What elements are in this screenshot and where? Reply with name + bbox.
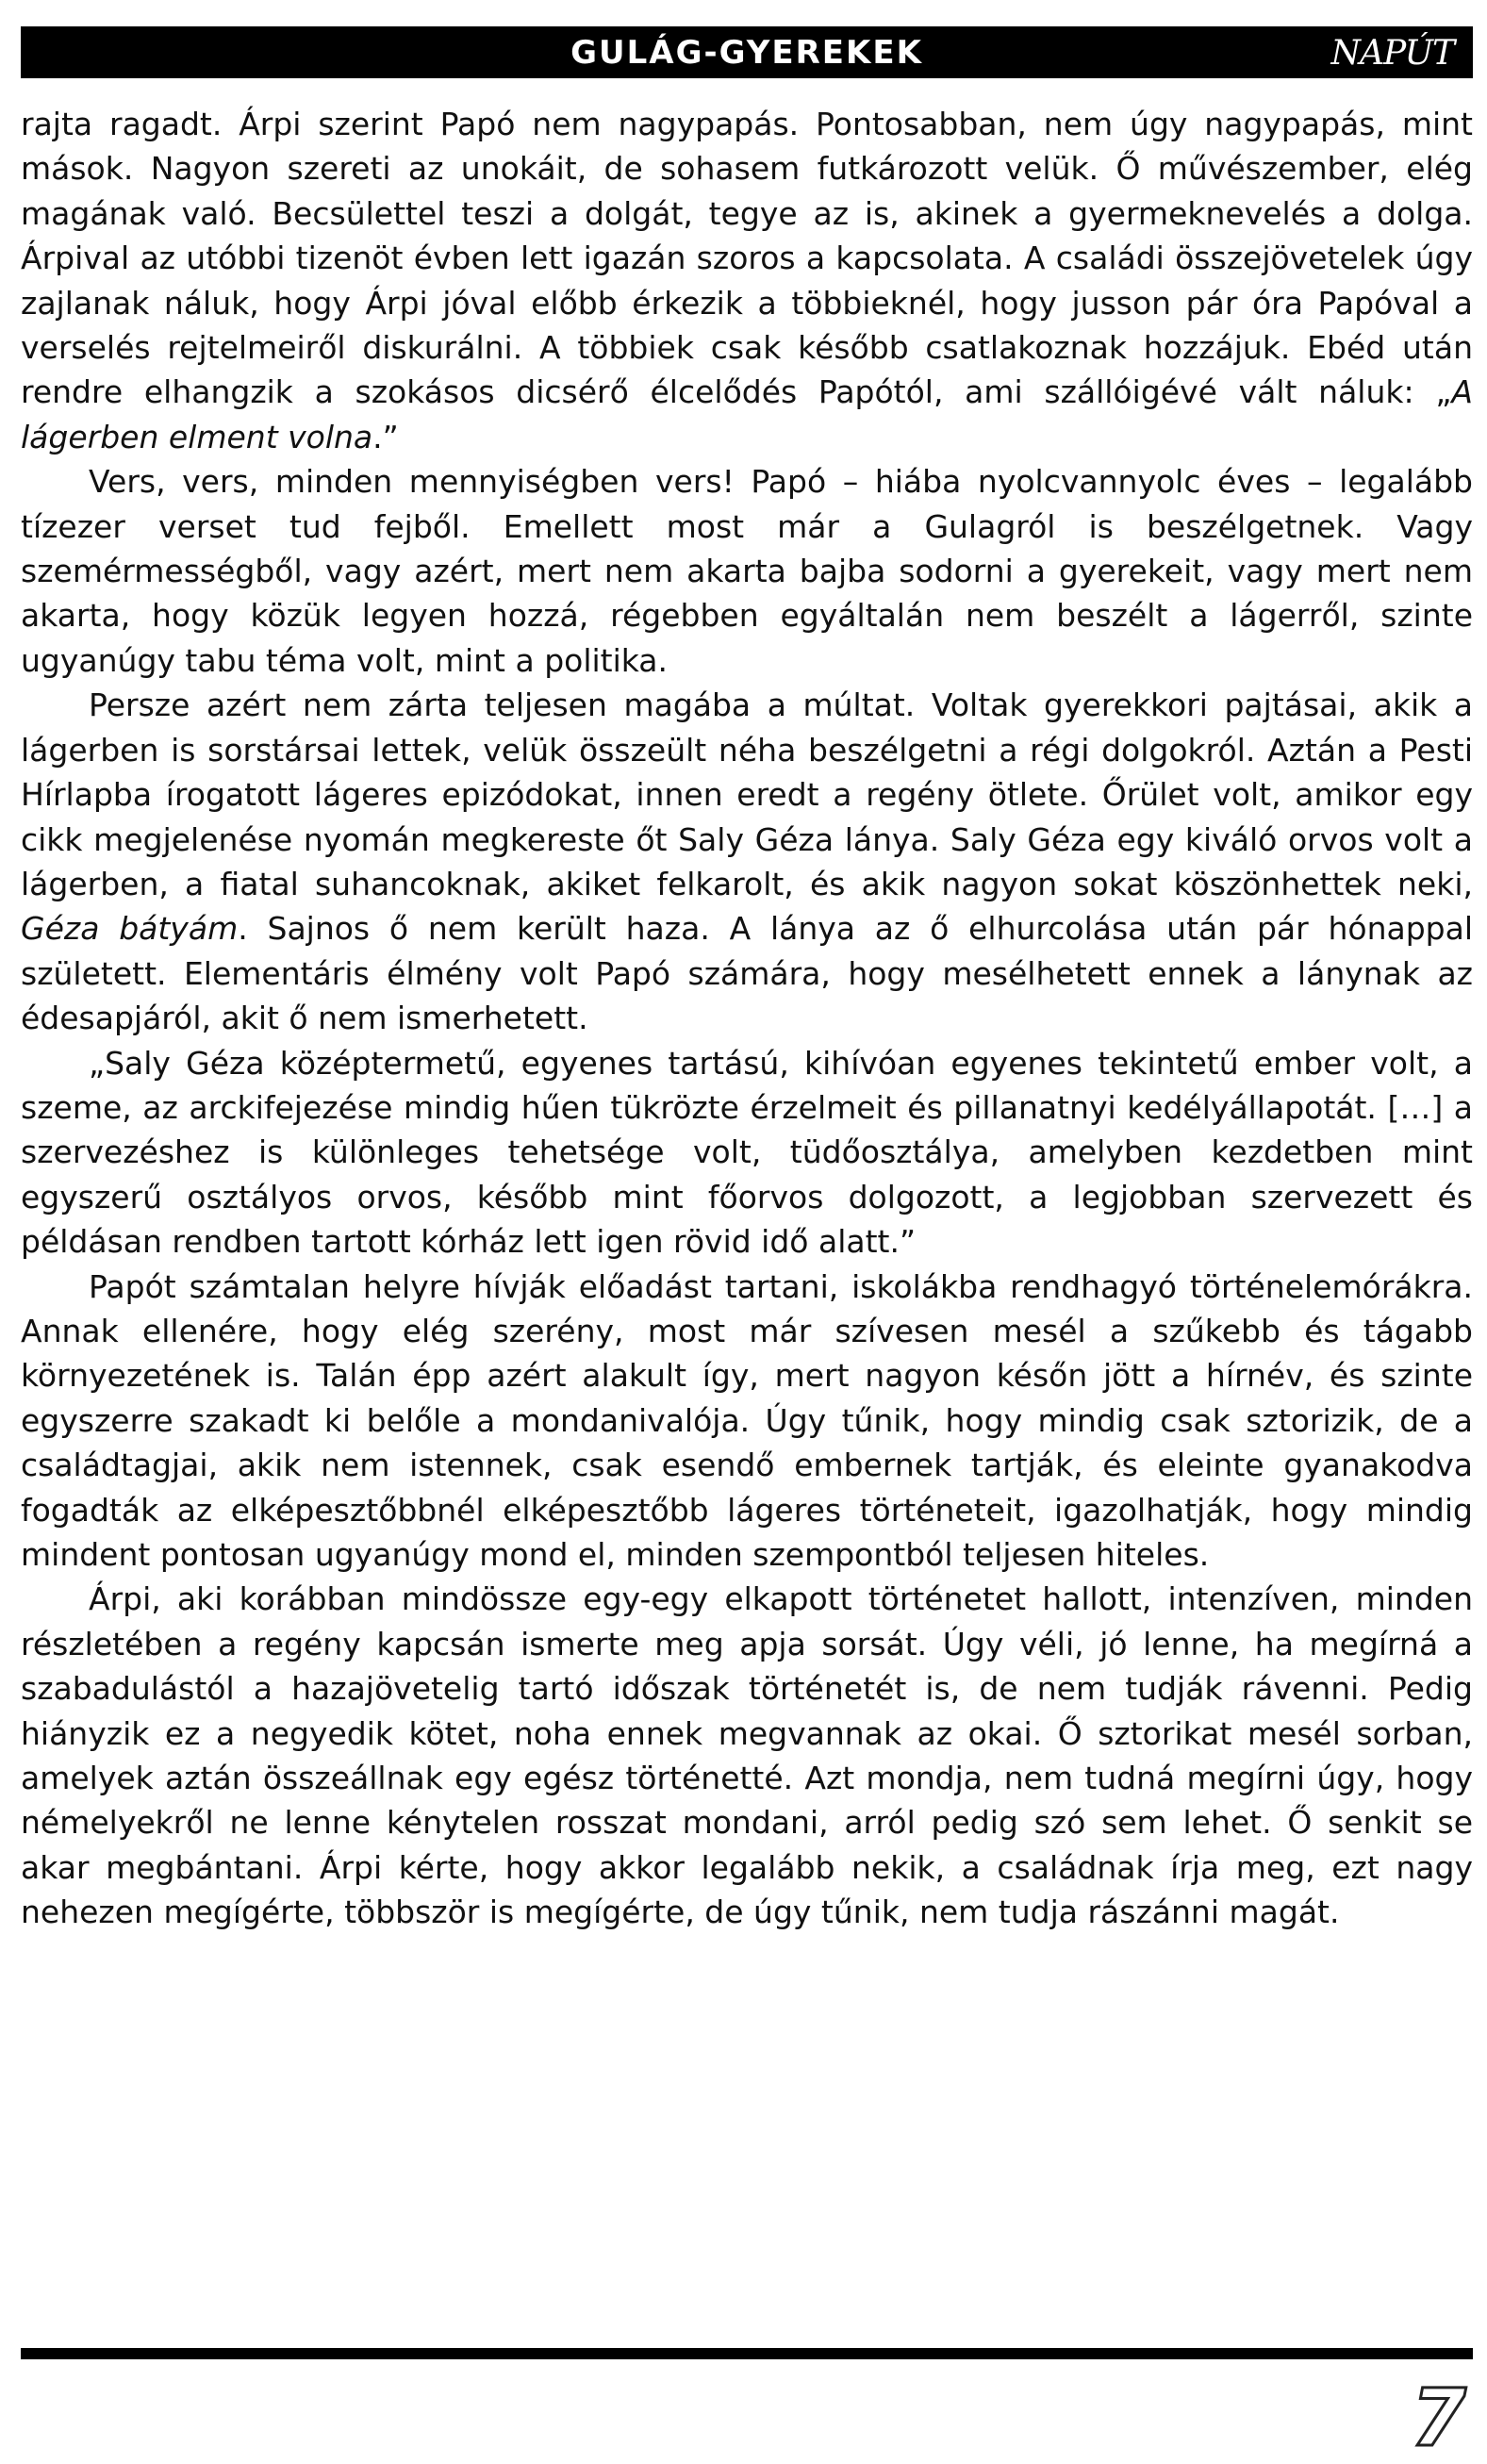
text-run: Árpi, aki korábban mindössze egy-egy elkapott történetet hallott, intenzíven, minden részletében a regény kapcsán ismerte meg apja sorsát. Úgy véli, jó lenne, ha megírná a szabadulástól a hazajövetelig tartó időszak történetét is, de nem tudják rávenni. Pedig hiányzik ez a negyedik kötet, noha ennek megvannak az okai. Ő sztorikat mesél sorban, amelyek aztán összeállnak egy egész történetté. Azt mondja, nem tudná megírni úgy, hogy némelyekről ne lenne kénytelen rosszat mondani, arról pedig szó sem lehet. Ő senkit se akar megbántani. Árpi kérte, hogy akkor legalább nekik, a családnak írja meg, ezt nagy nehezen megígérte, többször is megígérte, de úgy tűnik, nem tudja rászánni magát. [21,1580,1473,1931]
page-number: 7 [1411,2372,1466,2464]
text-run: rajta ragadt. Árpi szerint Papó nem nagypapás. Pontosabban, nem úgy nagypapás, mint mások. Nagyon szereti az unokáit, de sohasem futkározott velük. Ő művészember, elég magának való. Becsülettel teszi a dolgát, tegye az is, akinek a gyermeknevelés a dolga. Árpival az utóbbi tizenöt évben lett igazán szoros a kapcsolata. A családi összejövetelek úgy zajlanak náluk, hogy Árpi jóval előbb érkezik a többieknél, hogy jusson pár óra Papóval a verselés rejtelmeiről diskurálni. A többiek csak később csatlakoznak hozzájuk. Ebéd után rendre elhangzik a szokásos dicsérő élcelődés Papótól, ami szállóigévé vált náluk: „ [21,106,1473,411]
paragraph-5 [21,1265,1473,1578]
text-run: Papót számtalan helyre hívják előadást tartani, iskolákba rendhagyó történelemórákra. Annak ellenére, hogy elég szerény, most már szívesen mesél a szűkebb és tágabb környezetének is. Talán épp azért alakult így, mert nagyon későn jött a hírnév, és szinte egyszerre szakadt ki belőle a mondanivalója. Úgy tűnik, hogy mindig csak sztorizik, de a családtagjai, akik nem istennek, csak esendő embernek tartják, és eleinte gyanakodva fogadták az elképesztőbbnél elképesztőbb lágeres történeteit, igazolhatják, hogy mindig mindent pontosan ugyanúgy mond el, minden szempontból teljesen hiteles. [21,1267,1473,1573]
paragraph-6 [21,1577,1473,1934]
paragraph-4-quotation [21,1041,1473,1265]
quoted-nickname: Géza bátyám [21,910,239,948]
footer-divider [21,2348,1473,2359]
quoted-saying: A lágerben elment volna [21,373,1473,455]
paragraph-1 [21,102,1473,459]
text-run: „Saly Géza középtermetű, egyenes tartású, kihívóan egyenes tekintetű ember volt, a szeme, az arckifejezése mindig hűen tükrözte érzelmeit és pillanatnyi kedélyállapotát. […] a szervezéshez is különleges tehetsége volt, tüdőosztálya, amelyben kezdetben mint egyszerű osztályos orvos, később mint főorvos dolgozott, a legjobban szervezett és példásan rendben tartott kórház lett igen rövid idő alatt.” [21,1044,1473,1261]
text-run: Vers, vers, minden mennyiségben vers! Papó – hiába nyolcvannyolc éves – legalább tízezer verset tud fejből. Emellett most már a Gulagról is beszélgetnek. Vagy szemérmességből, vagy azért, mert nem akarta bajba sodorni a gyerekeit, vagy mert nem akarta, hogy közük legyen hozzá, régebben egyáltalán nem beszélt a lágerről, szinte ugyanúgy tabu téma volt, mint a politika. [21,463,1473,679]
paragraph-3 [21,683,1473,1040]
magazine-logo: NAPÚT [1330,34,1454,73]
paragraph-2 [21,459,1473,683]
section-title: GULÁG-GYEREKEK [570,34,923,72]
text-run: Persze azért nem zárta teljesen magába a múltat. Voltak gyerekkori pajtásai, akik a lágerben is sorstársai lettek, velük összeült néha beszélgetni a régi dolgokról. Aztán a Pesti Hírlapba írogatott lágeres epizódokat, innen eredt a regény ötlete. Őrület volt, amikor egy cikk megjelenése nyomán megkereste őt Saly Géza lánya. Saly Géza egy kiváló orvos volt a lágerben, a fiatal suhancoknak, akiket felkarolt, és akik nagyon sokat köszönhettek neki, [21,686,1473,902]
text-run: . Sajnos ő nem került haza. A lánya az ő elhurcolása után pár hónappal született. Elementáris élmény volt Papó számára, hogy mesélhetett ennek a lánynak az édesapjáról, akit ő nem ismerhetett. [21,910,1473,1037]
article-body [21,102,1473,1935]
running-header [21,26,1473,78]
text-run: .” [372,418,399,455]
